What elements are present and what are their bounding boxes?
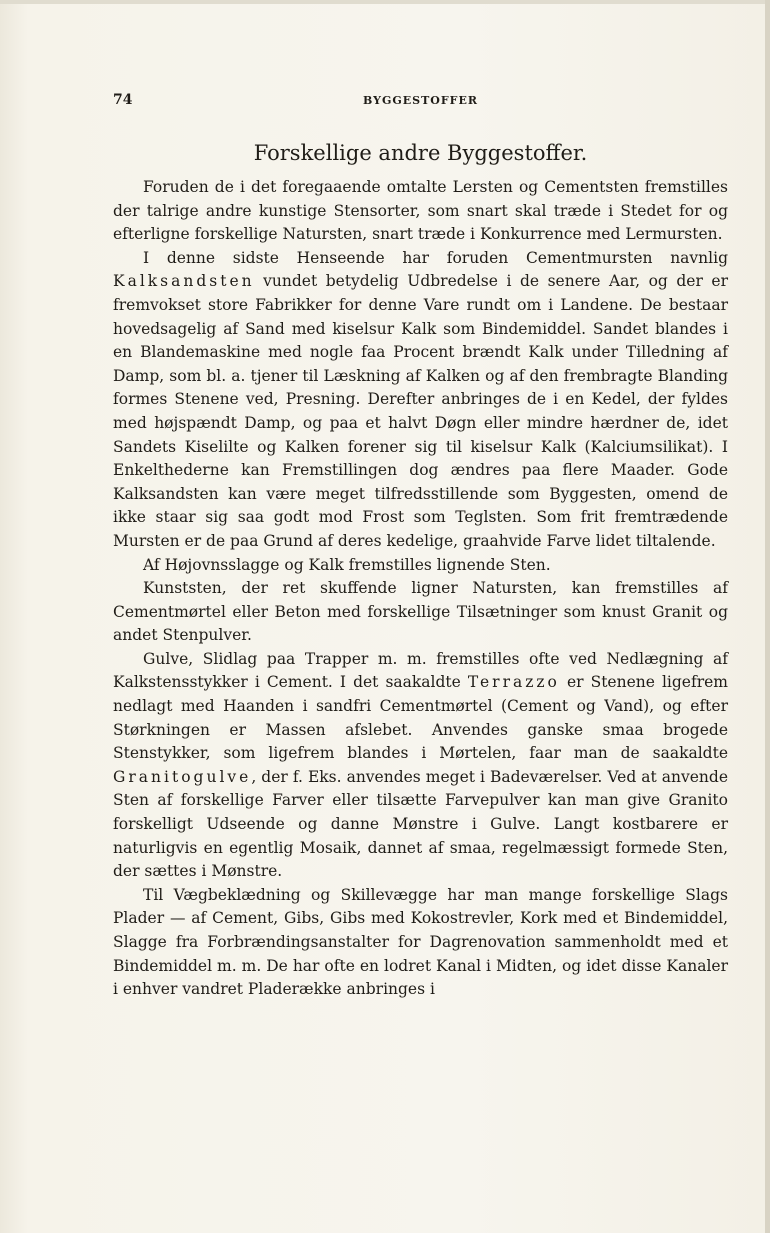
- page-right-edge: [765, 0, 770, 1233]
- emphasized-term: Granitogulve: [113, 767, 252, 786]
- paragraph: [113, 176, 728, 247]
- paragraph-text: Gulve, Slidlag paa Trapper m. m. fremstilles ofte ved Nedlægning af Kalkstensstykker i Cement. I det saakaldte: [113, 649, 728, 692]
- running-title: BYGGESTOFFER: [363, 94, 478, 107]
- paragraph-text: er Stenene ligefrem nedlagt med Haanden i sandfri Cementmørtel (Cement og Vand), og efter Størkningen er Massen afslebet. Anvendes ganske smaa brogede Stenstykker, som ligefrem blandes i Mørtelen, faar man de saakaldte: [113, 673, 728, 763]
- section-title: Forskellige andre Byggestoffer.: [253, 141, 588, 165]
- body-text: [113, 176, 728, 1002]
- paragraph-text: vundet betydelig Udbredelse i de senere Aar, og der er fremvokset store Fabrikker for denne Vare rundt om i Landene. De bestaar hovedsagelig af Sand med kiselsur Kalk som Bindemiddel. Sandet blandes i en Blandemaskine med nogle faa Procent brændt Kalk under Tilledning af Damp, som bl. a. tjener til Læskning af Kalken og af den frembragte Blanding formes Stenene ved, Presning. Derefter anbringes de i en Kedel, der fyldes med højspændt Damp, og paa et halvt Døgn eller mindre hærdner de, idet Sandets Kiselilte og Kalken forener sig til kiselsur Kalk (Kalciumsilikat). I Enkelthederne kan Fremstillingen dog ændres paa flere Maader. Gode Kalksandsten kan være meget tilfredsstillende som Byggesten, omend de ikke staar sig saa godt mod Frost som Teglsten. Som frit fremtrædende Mursten er de paa Grund af deres kedelige, graahvide Farve lidet tiltalende.: [113, 272, 728, 550]
- page-number: 74: [113, 92, 133, 108]
- paragraph-text: Til Vægbeklædning og Skillevægge har man mange forskellige Slags Plader — af Cement, Gibs, Gibs med Kokostrevler, Kork med et Bindemiddel, Slagge fra Forbrændingsanstalter for Dagrenovation sammenholdt med et Bindemiddel m. m. De har ofte en lodret Kanal i Midten, og idet disse Kanaler i enhver vandret Pladerække anbringes i: [113, 885, 728, 999]
- paragraph: [113, 577, 728, 648]
- page-top-edge: [0, 0, 770, 4]
- paragraph: [113, 648, 728, 884]
- paragraph: [113, 247, 728, 554]
- paragraph-text: Foruden de i det foregaaende omtalte Lersten og Cementsten fremstilles der talrige andre kunstige Stensorter, som snart skal træde i Stedet for og efterligne forskellige Natursten, snart træde i Konkurrence med Lermursten.: [113, 178, 728, 244]
- paragraph-text: Kunststen, der ret skuffende ligner Natursten, kan fremstilles af Cementmørtel eller Beton med forskellige Tilsætninger som knust Granit og andet Stenpulver.: [113, 579, 728, 645]
- paragraph: [113, 884, 728, 1002]
- running-header: [113, 92, 728, 112]
- paragraph-text: , der f. Eks. anvendes meget i Badeværelser. Ved at anvende Sten af forskellige Farver eller tilsætte Farvepulver kan man give Granito forskelligt Udseende og danne Mønstre i Gulve. Langt kostbarere er naturligvis en egentlig Mosaik, dannet af smaa, regelmæssigt formede Sten, der sættes i Mønstre.: [113, 767, 728, 881]
- emphasized-term: Terrazzo: [467, 673, 560, 692]
- emphasized-term: Kalksandsten: [113, 272, 255, 291]
- paragraph-text: I denne sidste Henseende har foruden Cementmursten navnlig: [143, 248, 728, 267]
- paragraph: [113, 554, 728, 578]
- paragraph-text: Af Højovnsslagge og Kalk fremstilles lignende Sten.: [143, 555, 551, 574]
